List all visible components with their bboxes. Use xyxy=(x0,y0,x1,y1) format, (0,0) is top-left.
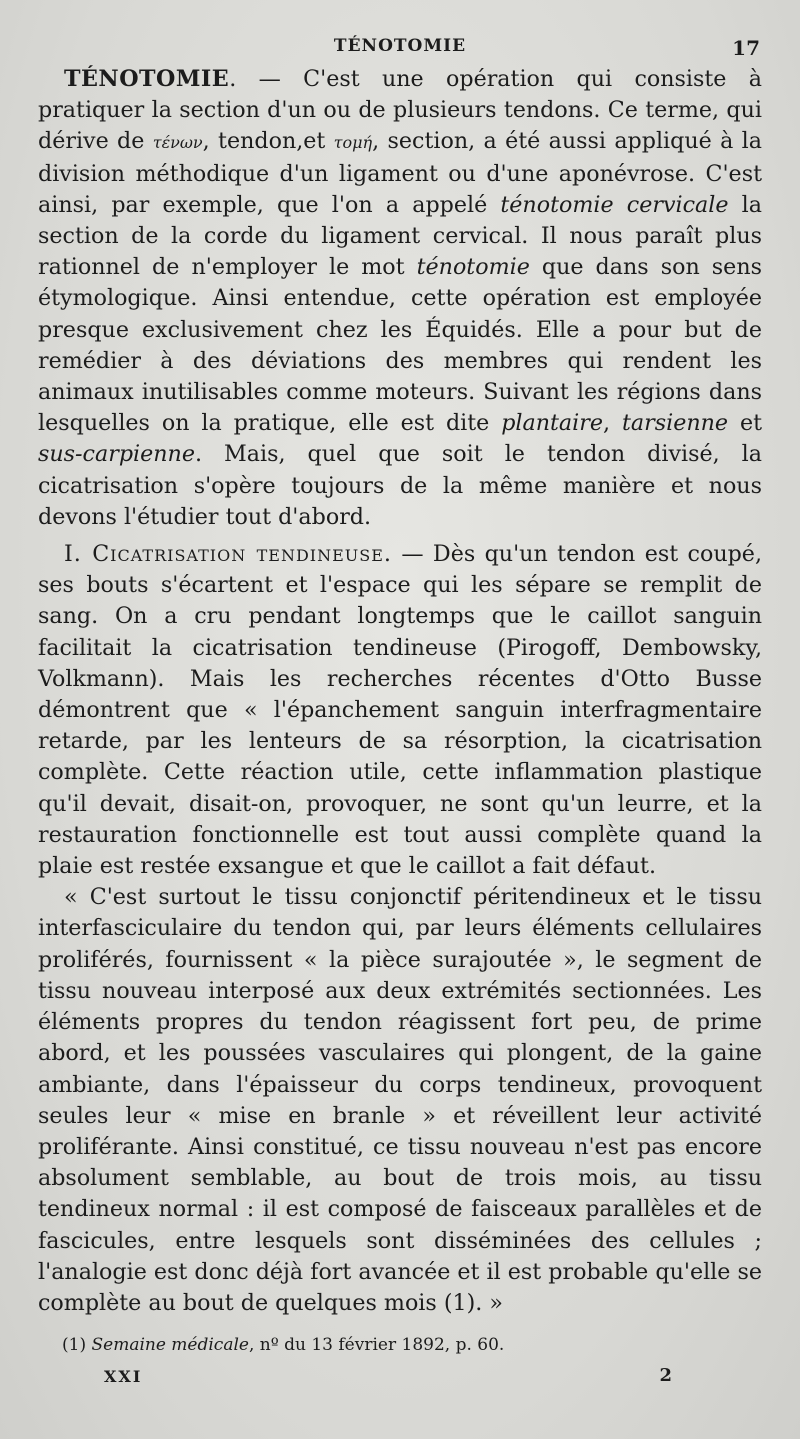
greek-word-tome: τομή xyxy=(333,133,373,153)
article-body xyxy=(38,64,762,1319)
italic-term: plantaire xyxy=(501,410,603,437)
footnote xyxy=(38,1335,762,1355)
paragraph-definition xyxy=(38,64,762,533)
running-title: TÉNOTOMIE xyxy=(333,36,467,56)
text-run: — Dès qu'un tendon est coupé, ses bouts s'écartent et l'espace qui les sépare se remplit de sang. On a cru pendant longtemps que le caillot sanguin facilitait la cicatrisation tendineuse (Pirogoff, Dembowsky, Volkmann). Mais les recherches récentes d'Otto Busse démontrent que « l'épanchement sanguin interfragmentaire retarde, par les lenteurs de sa résorption, la cicatrisation complète. Cette réaction utile, cette inflammation plastique qu'il devait, disait-on, provoquer, ne sont qu'un leurre, et la restauration fonctionnelle est tout aussi complète quand la plaie est restée exsangue et que le caillot a fait défaut. xyxy=(38,541,762,880)
footnote-marker: (1) xyxy=(62,1335,87,1356)
text-run: , tendon,et xyxy=(202,128,334,155)
text-run: , section, a été aussi appliqué à la division méthodique d'un ligament ou d'une aponévrose. C'est ainsi, par exemple, que l'on a appelé xyxy=(38,128,763,218)
text-run: . — C'est une opération qui consiste à pratiquer la section d'un ou de plusieurs tendons. Ce terme, qui dérive de xyxy=(38,66,762,155)
italic-term: tarsienne xyxy=(621,410,729,437)
signature-mark: XXI xyxy=(104,1367,143,1387)
italic-term: ténotomie cervicale xyxy=(500,191,729,218)
section-heading: I. Cicatrisation tendineuse. xyxy=(64,541,392,568)
footnote-details: , nº du 13 février 1892, p. 60. xyxy=(248,1335,505,1356)
italic-term: ténotomie xyxy=(416,254,530,281)
page-number: 17 xyxy=(732,36,760,60)
sheet-number: 2 xyxy=(659,1365,672,1387)
paragraph-quotation: « C'est surtout le tissu conjonctif péritendineux et le tissu interfasciculaire du tendon qui, par leurs éléments cellulaires proliférés, fournissent « la pièce surajoutée », le segment de tissu nouveau interposé aux deux extrémités sectionnées. Les éléments propres du tendon réagissent fort peu, de prime abord, et les poussées vasculaires qui plongent, de la gaine ambiante, dans l'épaisseur du corps tendineux, provoquent seules leur « mise en branle » et réveillent leur activité proliférante. Ainsi constitué, ce tissu nouveau n'est pas encore absolument semblable, au bout de trois mois, au tissu tendineux normal : il est composé de faisceaux parallèles et de fascicules, entre lesquels sont disséminées des cellules ; l'analogie est donc déjà fort avancée et il est probable qu'elle se complète au bout de quelques mois (1). » xyxy=(38,884,762,1316)
paragraph-cicatrisation xyxy=(38,539,762,882)
text-run: que dans son sens étymologique. Ainsi entendue, cette opération est employée presque exclusivement chez les Équidés. Elle a pour but de remédier à des déviations des membres qui rendent les animaux inutilisables comme moteurs. Suivant les régions dans lesquelles on la pratique, elle est dite xyxy=(38,254,762,437)
footnote-source: Semaine médicale xyxy=(91,1335,249,1356)
italic-term: sus-carpienne xyxy=(38,441,195,468)
page-footer xyxy=(38,1365,762,1395)
text-run: . Mais, quel que soit le tendon divisé, la cicatrisation s'opère toujours de la même manière et nous devons l'étudier tout d'abord. xyxy=(38,441,762,530)
text-run: la section de la corde du ligament cervical. Il nous paraît plus rationnel de n'employer le mot xyxy=(38,191,762,281)
article-headword: TÉNOTOMIE xyxy=(64,66,230,92)
running-head xyxy=(38,30,762,64)
greek-word-tenon: τένων xyxy=(152,133,203,153)
text-run: , xyxy=(603,410,622,437)
text-run: et xyxy=(728,410,762,437)
